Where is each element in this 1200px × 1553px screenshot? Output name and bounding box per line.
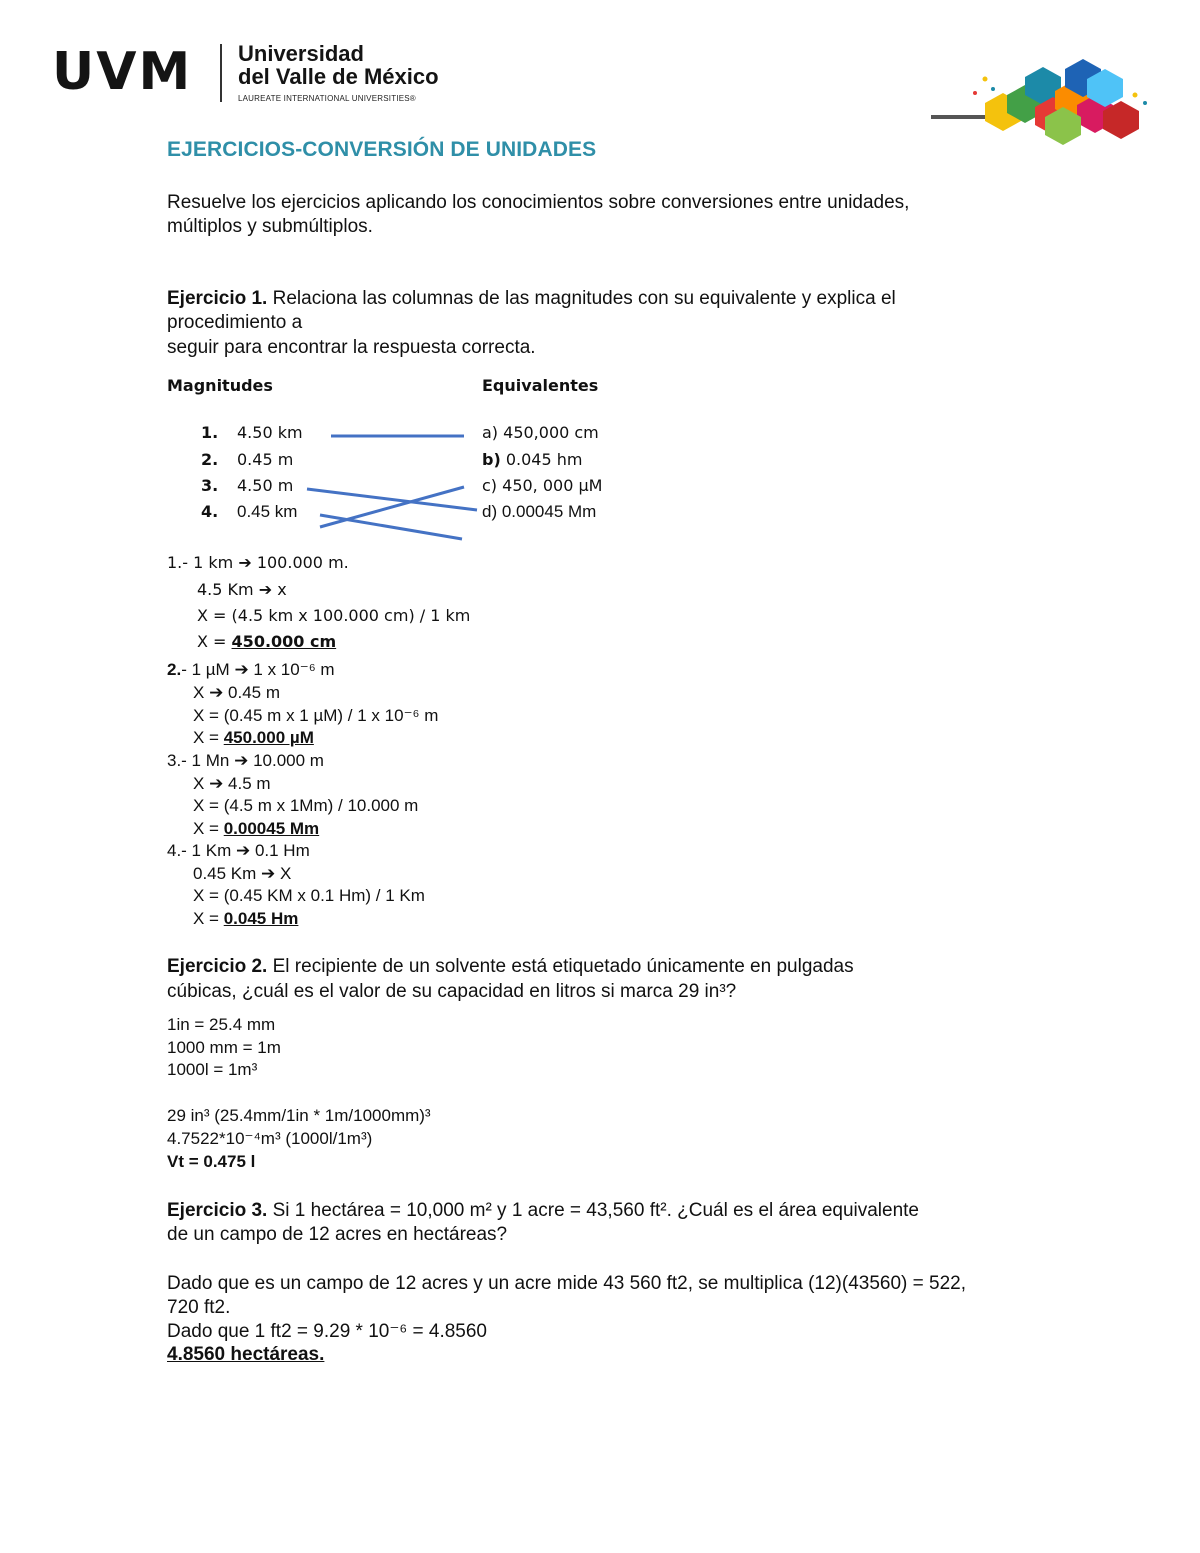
match-line-extra <box>320 515 462 539</box>
page-title: EJERCICIOS-CONVERSIÓN DE UNIDADES <box>167 138 597 161</box>
magnitude-value: 0.45 m <box>237 450 294 469</box>
sol2-line-1-a: 2. <box>167 660 182 679</box>
magnitude-value: 0.45 km <box>237 502 298 521</box>
ej1-statement-line-2: procedimiento a <box>167 312 303 333</box>
ej1-label: Ejercicio 1. <box>167 288 268 309</box>
ej2-line-2: 1000 mm = 1m <box>167 1038 281 1057</box>
sol2-line-1-b: - 1 µM <box>181 660 235 679</box>
ej2-result: Vt = 0.475 l <box>167 1152 256 1171</box>
sol3-line-1 <box>167 750 324 772</box>
logo-mark: UVM <box>52 42 193 102</box>
ej1-text-1: Relaciona las columnas de las magnitudes con su equivalente y explica el <box>267 288 896 309</box>
sol2-line-3: X = (0.45 m x 1 µM) / 1 x 10⁻⁶ m <box>193 706 439 725</box>
ej2-line-4: 29 in³ (25.4mm/1in * 1m/1000mm)³ <box>167 1106 431 1125</box>
ej2-statement-line-2: cúbicas, ¿cuál es el valor de su capacidad en litros si marca 29 in³? <box>167 981 737 1002</box>
sol4-line-4-a: X = <box>193 909 224 928</box>
sol2-line-2-a: X <box>193 683 210 702</box>
logo-tagline: LAUREATE INTERNATIONAL UNIVERSITIES® <box>238 94 416 103</box>
sol2-result: 450.000 µM <box>223 728 314 747</box>
ej2-line-1: 1in = 25.4 mm <box>167 1015 276 1034</box>
equivalente-value: 450, 000 µM <box>497 476 603 495</box>
equivalente-letter: b) <box>482 450 501 469</box>
sol4-line-2-a: 0.45 Km <box>193 864 262 883</box>
equivalente-value: 0.045 hm <box>500 450 583 469</box>
magnitude-value: 4.50 km <box>237 423 303 442</box>
sol1-line-2 <box>197 579 287 601</box>
sol4-line-1-a: 4.- 1 Km <box>167 841 236 860</box>
arrow-icon: ➔ <box>258 580 273 599</box>
magnitude-value: 4.50 m <box>237 476 294 495</box>
ej3-text-1: Si 1 hectárea = 10,000 m² y 1 acre = 43,560 ft². ¿Cuál es el área equivalente <box>267 1200 920 1221</box>
arrow-icon: ➔ <box>209 774 224 793</box>
equivalente-letter: d) <box>482 502 498 521</box>
logo-name-line1: Universidad <box>238 41 364 66</box>
equivalentes-header: Equivalentes <box>482 376 599 395</box>
sol3-line-1-a: 3.- 1 Mn <box>167 751 235 770</box>
magnitudes-header: Magnitudes <box>167 376 273 395</box>
sol4-line-1 <box>167 840 310 862</box>
magnitude-num: 1. <box>201 423 219 442</box>
equivalente-letter: a) <box>482 423 499 442</box>
sol4-result: 0.045 Hm <box>223 909 299 928</box>
sol1-line-3: X = (4.5 km x 100.000 cm) / 1 km <box>197 606 471 625</box>
ej2-line-3: 1000l = 1m³ <box>167 1060 258 1079</box>
arrow-icon: ➔ <box>261 864 276 883</box>
sol3-result: 0.00045 Mm <box>223 819 320 838</box>
ej2-statement-line-1 <box>167 955 854 979</box>
ej1-statement-line-3: seguir para encontrar la respuesta correcta. <box>167 337 536 358</box>
logo-name-line2: del Valle de México <box>238 64 439 89</box>
equivalente-letter: c) <box>482 476 498 495</box>
sol4-line-2 <box>193 863 291 885</box>
sol1-line-1 <box>167 552 349 574</box>
sol4-line-2-b: X <box>275 864 292 883</box>
sol3-line-2-a: X <box>193 774 210 793</box>
sol1-line-2-a: 4.5 Km <box>197 580 259 599</box>
sol2-line-1 <box>167 659 335 681</box>
sol3-line-1-b: 10.000 m <box>248 751 324 770</box>
matching-lines <box>0 0 1200 600</box>
sol3-line-3: X = (4.5 m x 1Mm) / 10.000 m <box>193 796 419 815</box>
sol3-line-4 <box>193 818 319 840</box>
sol1-line-4-a: X = <box>197 632 232 651</box>
ej2-line-5: 4.7522*10⁻⁴m³ (1000l/1m³) <box>167 1129 373 1148</box>
ej3-statement-line-2: de un campo de 12 acres en hectáreas? <box>167 1224 508 1245</box>
ej3-result: 4.8560 hectáreas. <box>167 1344 325 1365</box>
arrow-icon: ➔ <box>238 553 252 572</box>
sol1-result: 450.000 cm <box>231 632 337 651</box>
arrow-icon: ➔ <box>235 841 251 860</box>
sol2-line-2 <box>193 682 280 704</box>
sol4-line-3: X = (0.45 KM x 0.1 Hm) / 1 Km <box>193 886 425 905</box>
equivalente-value: 450,000 cm <box>498 423 599 442</box>
magnitude-num: 3. <box>201 476 219 495</box>
ej3-answer-line-2: 720 ft2. <box>167 1297 231 1318</box>
ej3-answer-line-1: Dado que es un campo de 12 acres y un acre mide 43 560 ft2, se multiplica (12)(43560) = 522, <box>167 1273 967 1294</box>
arrow-icon: ➔ <box>209 683 224 702</box>
ej3-answer-line-3: Dado que 1 ft2 = 9.29 * 10⁻⁶ = 4.8560 <box>167 1321 487 1342</box>
intro-line-1: Resuelve los ejercicios aplicando los conocimientos sobre conversiones entre unidades, <box>167 192 910 213</box>
ej2-label: Ejercicio 2. <box>167 956 268 977</box>
sol3-line-2-b: 4.5 m <box>223 774 271 793</box>
sol1-line-4 <box>197 631 336 653</box>
sol2-line-4 <box>193 727 314 749</box>
sol3-line-2 <box>193 773 271 795</box>
magnitude-num: 2. <box>201 450 219 469</box>
sol3-line-4-a: X = <box>193 819 224 838</box>
ej2-text-1: El recipiente de un solvente está etiquetado únicamente en pulgadas <box>267 956 854 977</box>
sol1-line-1-a: 1.- 1 km <box>167 553 239 572</box>
magnitude-num: 4. <box>201 502 219 521</box>
sol2-line-2-b: 0.45 m <box>223 683 281 702</box>
sol1-line-1-b: 100.000 m. <box>251 553 349 572</box>
ej3-statement-line-1 <box>167 1199 919 1223</box>
sol2-line-4-a: X = <box>193 728 224 747</box>
sol4-line-1-b: 0.1 Hm <box>250 841 310 860</box>
intro-line-2: múltiplos y submúltiplos. <box>167 216 373 237</box>
arrow-icon: ➔ <box>234 751 249 770</box>
arrow-icon: ➔ <box>234 660 249 679</box>
equivalente-value: 0.00045 Mm <box>497 502 597 521</box>
sol2-line-1-c: 1 x 10⁻⁶ m <box>248 660 335 679</box>
sol1-line-2-b: x <box>272 580 287 599</box>
ej3-label: Ejercicio 3. <box>167 1200 268 1221</box>
sol4-line-4 <box>193 908 298 930</box>
